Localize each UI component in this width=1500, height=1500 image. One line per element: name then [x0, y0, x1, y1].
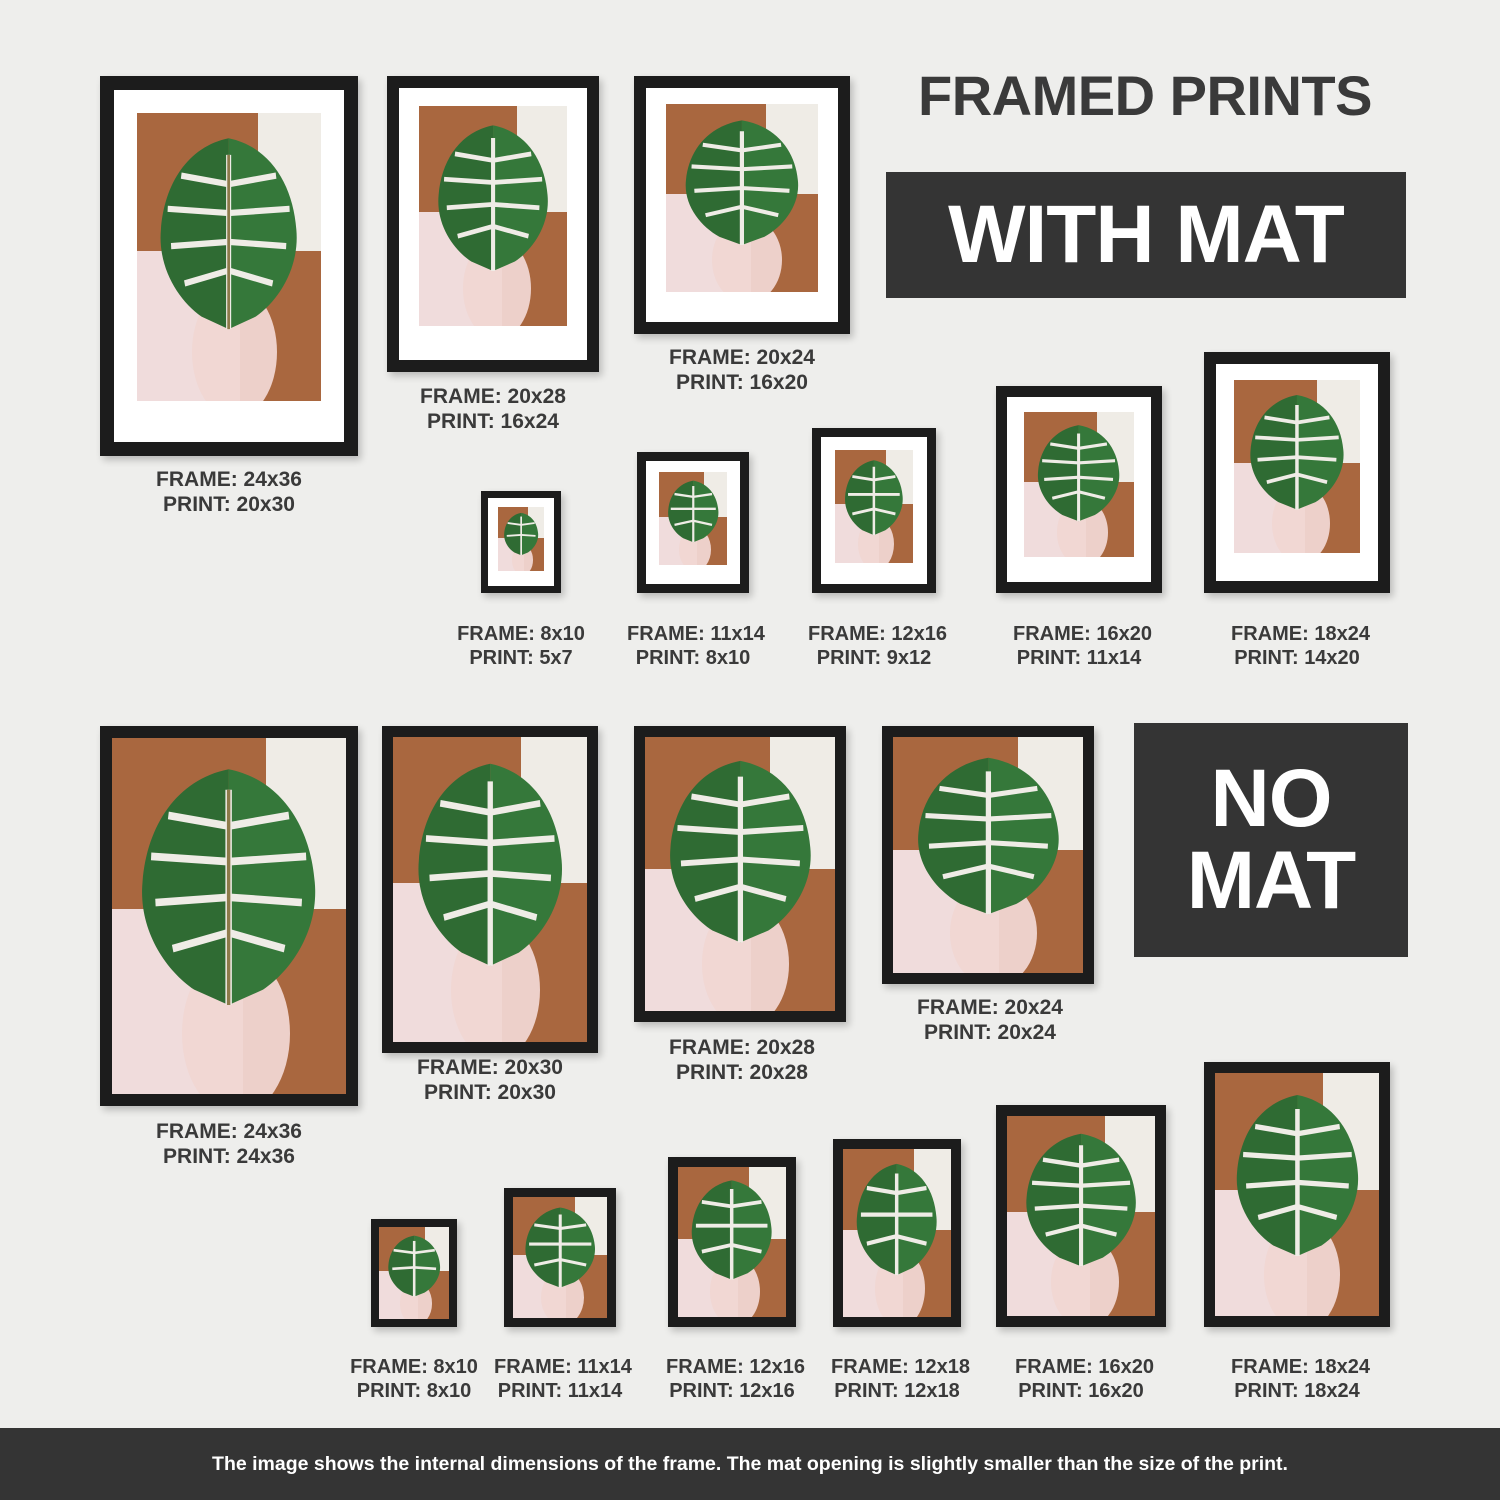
- artwork: [843, 1149, 951, 1317]
- artwork: [137, 113, 321, 401]
- framed-print-with-mat-24x36[interactable]: [100, 76, 358, 456]
- no-mat-banner: [1134, 723, 1408, 957]
- caption-with-mat-20x24: [629, 346, 855, 396]
- frame-size-label: FRAME: 20x24: [917, 996, 1063, 1019]
- with-mat-banner: [886, 172, 1406, 298]
- artwork: [1234, 380, 1360, 553]
- framed-print-no-mat-8x10[interactable]: [371, 1219, 457, 1327]
- caption-no-mat-20x24: [877, 996, 1103, 1046]
- footer-note: [0, 1428, 1500, 1500]
- caption-no-mat-18x24: [1231, 1356, 1370, 1403]
- print-size-label: PRINT: 16x20: [676, 370, 808, 394]
- print-size-label: PRINT: 24x36: [163, 1144, 295, 1168]
- caption-no-mat-12x16: [666, 1356, 805, 1403]
- caption-with-mat-20x28: [380, 385, 606, 435]
- framed-print-with-mat-8x10[interactable]: [481, 491, 561, 593]
- frame-size-label: FRAME: 12x16: [666, 1356, 805, 1378]
- caption-no-mat-11x14: [494, 1356, 632, 1403]
- print-size-label: PRINT: 12x16: [669, 1379, 795, 1402]
- framed-print-with-mat-12x16[interactable]: [812, 428, 936, 593]
- caption-no-mat-24x36: [100, 1120, 358, 1170]
- caption-with-mat-12x16: [808, 623, 947, 670]
- artwork: [893, 737, 1083, 973]
- caption-with-mat-11x14: [627, 623, 765, 670]
- framed-print-no-mat-18x24[interactable]: [1204, 1062, 1390, 1327]
- artwork: [645, 737, 835, 1011]
- print-size-label: PRINT: 9x12: [816, 646, 932, 669]
- caption-no-mat-20x28: [629, 1036, 855, 1086]
- print-size-label: PRINT: 20x24: [924, 1020, 1056, 1044]
- framed-print-with-mat-16x20[interactable]: [996, 386, 1162, 593]
- print-size-label: PRINT: 14x20: [1234, 646, 1360, 669]
- print-size-label: PRINT: 11x14: [497, 1379, 623, 1402]
- print-size-label: PRINT: 8x10: [635, 646, 751, 669]
- artwork: [1215, 1073, 1379, 1316]
- framed-print-no-mat-24x36[interactable]: [100, 726, 358, 1106]
- frame-size-label: FRAME: 16x20: [1015, 1356, 1154, 1378]
- print-size-label: PRINT: 5x7: [469, 646, 573, 669]
- frame-size-label: FRAME: 12x16: [808, 623, 947, 645]
- framed-print-no-mat-20x30[interactable]: [382, 726, 598, 1053]
- framed-print-with-mat-11x14[interactable]: [637, 452, 749, 593]
- caption-with-mat-16x20: [1013, 623, 1152, 670]
- frame-size-label: FRAME: 24x36: [156, 1120, 302, 1143]
- print-size-label: PRINT: 20x30: [424, 1080, 556, 1104]
- frame-size-label: FRAME: 8x10: [457, 623, 585, 645]
- footer-note-text: The image shows the internal dimensions of the frame. The mat opening is slightly smaller than the size of the print.: [212, 1452, 1288, 1475]
- caption-no-mat-8x10: [348, 1356, 480, 1403]
- frame-size-label: FRAME: 12x18: [831, 1356, 970, 1378]
- print-size-label: PRINT: 16x24: [427, 409, 559, 433]
- frame-size-label: FRAME: 18x24: [1231, 1356, 1370, 1378]
- framed-print-no-mat-12x16[interactable]: [668, 1157, 796, 1327]
- framed-print-no-mat-20x28[interactable]: [634, 726, 846, 1022]
- artwork: [678, 1167, 786, 1317]
- frame-size-label: FRAME: 11x14: [627, 623, 765, 645]
- artwork: [666, 104, 818, 292]
- artwork: [112, 738, 346, 1094]
- page-title: FRAMED PRINTS: [918, 64, 1372, 127]
- frame-size-label: FRAME: 11x14: [494, 1356, 632, 1378]
- print-size-label: PRINT: 20x30: [163, 492, 295, 516]
- print-size-label: PRINT: 8x10: [356, 1379, 472, 1402]
- framed-print-no-mat-16x20[interactable]: [996, 1105, 1166, 1327]
- framed-print-with-mat-18x24[interactable]: [1204, 352, 1390, 593]
- no-mat-banner-label-2: MAT: [1186, 835, 1356, 926]
- frame-size-label: FRAME: 8x10: [350, 1356, 478, 1378]
- caption-with-mat-8x10: [455, 623, 587, 670]
- frame-size-label: FRAME: 20x28: [669, 1036, 815, 1059]
- framed-print-no-mat-11x14[interactable]: [504, 1188, 616, 1327]
- framed-print-with-mat-20x28[interactable]: [387, 76, 599, 372]
- artwork: [513, 1197, 607, 1318]
- artwork: [659, 472, 727, 565]
- framed-print-no-mat-20x24[interactable]: [882, 726, 1094, 984]
- artwork: [1024, 412, 1134, 557]
- artwork: [498, 507, 544, 571]
- frame-size-label: FRAME: 16x20: [1013, 623, 1152, 645]
- frame-size-label: FRAME: 20x28: [420, 385, 566, 408]
- artwork: [379, 1227, 449, 1319]
- framed-print-no-mat-12x18[interactable]: [833, 1139, 961, 1327]
- print-size-label: PRINT: 11x14: [1016, 646, 1142, 669]
- caption-no-mat-20x30: [377, 1056, 603, 1106]
- artwork: [835, 450, 913, 563]
- frame-size-label: FRAME: 18x24: [1231, 623, 1370, 645]
- caption-with-mat-24x36: [100, 468, 358, 518]
- no-mat-banner-label-1: NO: [1210, 753, 1332, 844]
- frame-size-label: FRAME: 20x24: [669, 346, 815, 369]
- with-mat-banner-label: WITH MAT: [948, 189, 1344, 280]
- print-size-label: PRINT: 12x18: [834, 1379, 960, 1402]
- artwork: [1007, 1116, 1155, 1316]
- print-size-label: PRINT: 16x20: [1018, 1379, 1144, 1402]
- artwork: [393, 737, 587, 1042]
- print-size-label: PRINT: 20x28: [676, 1060, 808, 1084]
- artwork: [419, 106, 567, 326]
- framed-print-with-mat-20x24[interactable]: [634, 76, 850, 334]
- frame-size-label: FRAME: 24x36: [156, 468, 302, 491]
- caption-no-mat-12x18: [831, 1356, 970, 1403]
- caption-with-mat-18x24: [1231, 623, 1370, 670]
- caption-no-mat-16x20: [1015, 1356, 1154, 1403]
- frame-size-label: FRAME: 20x30: [417, 1056, 563, 1079]
- print-size-label: PRINT: 18x24: [1234, 1379, 1360, 1402]
